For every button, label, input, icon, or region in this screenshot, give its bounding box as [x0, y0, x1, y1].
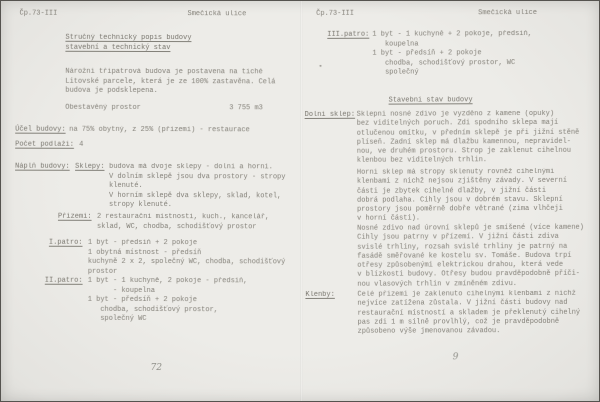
- upper-cellar-text: Horní sklep má stropy sklenuty rovněž cihelnými klenbami z nichž nejsou zjištěny závady. V severní části je zbytek cihelné dlažby, v jižní části dobrá podlaha. Cihly jsou v dobrém stavu. Sklepní prostory jsou poměrně dobře větrané (zima vlhčeji v horní části).: [356, 167, 567, 224]
- floors-value: 4: [79, 140, 84, 149]
- contents-label: Náplň budovy:: [15, 162, 70, 171]
- second-floor-text: 1 byt - 1 kuchyně, 2 pokoje - předsíň, - koupelna 1 byt - předsíň + 2 pokoje chodba, schodišťový prostor, společný WC: [87, 276, 248, 323]
- cellars-label: Sklepy:: [75, 162, 105, 171]
- cellars-text: budova má dvoje sklepy - dolní a horní. V dolním sklepě jsou dva prostory - stropy klenuté. V horním sklepě dva sklepy, sklad, kotel, stropy klenuté.: [108, 162, 286, 210]
- purpose-label: Účel budovy:: [15, 125, 66, 134]
- lower-cellar-text: Sklepní nosné zdivo je vyzděno z kamene (opuky) bez viditelných poruch. Zdi spodního sklepa mají otlučenou omítku, v předním sklepě je při jižní stěně plíseň. Zadní sklep má dlažbu kamennou, nepravidel- nou, ve druhém prostoru. Strop je zaklenut cihelnou klenbou bez viditelných trhlin.: [356, 109, 580, 166]
- vaults-text: Celé přízemí je zaklenuto cihelnými klenbami z nichž nejvíce zatížena zůstala. V jižní části budovy nad restaurační místností a skladem je překlenutý cihelný pas zdi 1 m silně provlhlý, což je pravděpodobně způsobeno výše jmenovanou závadou.: [357, 289, 581, 336]
- right-page-ref: Čp.73-III: [316, 9, 355, 18]
- document-title: Stručný technický popis budovy stavební a technický stav: [65, 33, 192, 52]
- right-street-name: Smečická ulice: [478, 8, 538, 18]
- floors-label: Počet podlaží:: [15, 140, 74, 149]
- page-number-right: 9: [452, 352, 459, 363]
- second-floor-label: II.patro:: [44, 276, 83, 285]
- walls-text: Nosné zdivo nad úrovní sklepů je smíšené (více kamene) Cihly jsou patrny v přízemí. V jižní části zdiva svislé trhliny, rozsah svislé trhliny je patrný na fasádě směřované ke kostelu sv. Tomáše. Budova trpí otřesy způsobenými elektrickou drahou, která vede v blízkosti budovy. Otřesy budou pravděpodobně příči- nou vlasových trhlin v zmíněném zdivu.: [357, 223, 584, 289]
- left-street-name: Smečická ulice: [187, 10, 247, 19]
- volume-label: Obestavěný prostor: [65, 103, 141, 112]
- third-floor-text: 1 byt - 1 kuchyně + 2 pokoje, předsíň, koupelna 1 byt - předsíň + 2 pokoje chodba, schodišťový prostor, WC společný: [372, 29, 532, 77]
- first-floor-label: I.patro:: [48, 238, 83, 247]
- first-floor-text: 1 byt - předsíň + 2 pokoje 1 obytná místnost - předsíň kuchyně 2 x 2, společný WC, chodba, schodišťový prostor: [87, 238, 286, 276]
- vaults-label: Klenby:: [305, 290, 335, 299]
- intro-paragraph: Nárožní třípatrová budova je postavena na tiché Litovské parcele, která je ze 100% zastavěna. Celá budova je podsklepena.: [65, 67, 276, 96]
- ground-floor-label: Přízemí:: [57, 212, 92, 221]
- volume-value: 3 755 m3: [229, 104, 263, 113]
- asterisk-mark: *: [318, 64, 323, 73]
- purpose-text: na 75% obytný, z 25% (přízemí) - restaurace: [69, 125, 250, 135]
- lower-cellar-label: Dolní sklep:: [304, 110, 356, 119]
- page-number-left: 72: [150, 362, 163, 374]
- third-floor-label: III.patro:: [327, 30, 370, 39]
- ground-floor-text: 2 restaurační místnosti, kuch., kancelář, sklad, WC, chodba, schodišťový prostor: [96, 212, 270, 231]
- left-page-ref: Čp.73-III: [19, 9, 58, 18]
- condition-title: Stavební stav budovy: [388, 96, 473, 105]
